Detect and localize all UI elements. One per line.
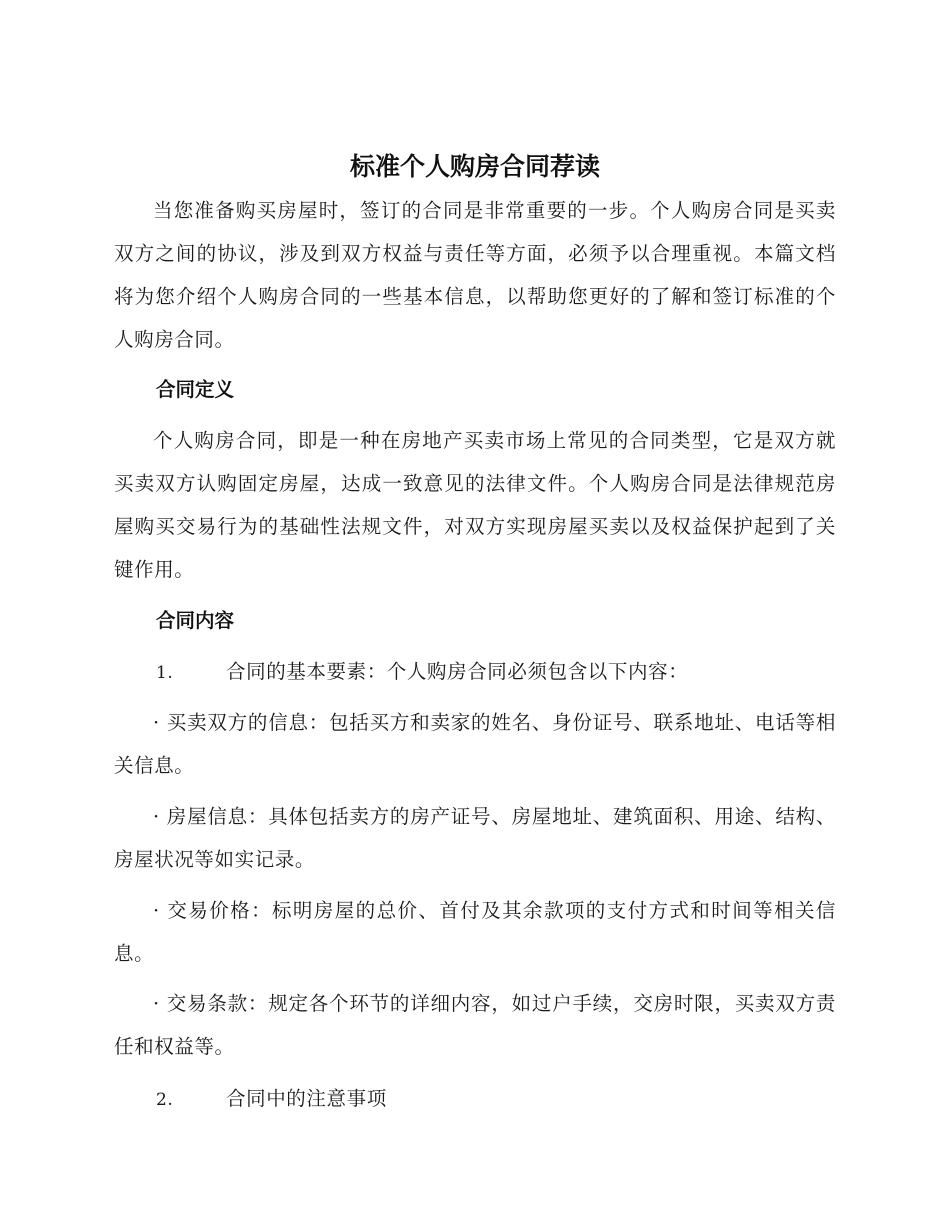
- document-title: 标准个人购房合同荐读: [349, 152, 600, 181]
- section-heading-definition: 合同定义: [156, 378, 235, 401]
- definition-paragraph: 个人购房合同，即是一种在房地产买卖市场上常见的合同类型，它是双方就买卖双方认购固定房屋，达成一致意见的法律文件。个人购房合同是法律规范房屋购买交易行为的基础性法规文件，对双方实现房屋买卖以及权益保护起到了关键作用。: [114, 429, 836, 581]
- bullet-parties-info: · 买卖双方的信息：包括买方和卖家的姓名、身份证号、联系地址、电话等相关信息。: [114, 711, 836, 777]
- bullet-price: · 交易价格：标明房屋的总价、首付及其余款项的支付方式和时间等相关信息。: [114, 899, 836, 965]
- item-number: 1.: [156, 663, 174, 683]
- bullet-terms: · 交易条款：规定各个环节的详细内容，如过户手续，交房时限，买卖双方责任和权益等。: [114, 992, 836, 1058]
- numbered-item-2: [156, 1077, 836, 1122]
- bullet-property-info: · 房屋信息：具体包括卖方的房产证号、房屋地址、建筑面积、用途、结构、房屋状况等如实记录。: [114, 805, 836, 871]
- item-text: 合同中的注意事项: [226, 1087, 387, 1110]
- section-heading-content: 合同内容: [156, 609, 235, 632]
- intro-paragraph: 当您准备购买房屋时，签订的合同是非常重要的一步。个人购房合同是买卖双方之间的协议，涉及到双方权益与责任等方面，必须予以合理重视。本篇文档将为您介绍个人购房合同的一些基本信息，以帮助您更好的了解和签订标准的个人购房合同。: [114, 199, 836, 351]
- item-number: 2.: [156, 1090, 174, 1110]
- item-text: 合同的基本要素：个人购房合同必须包含以下内容：: [226, 660, 689, 683]
- numbered-item-1: [156, 650, 836, 695]
